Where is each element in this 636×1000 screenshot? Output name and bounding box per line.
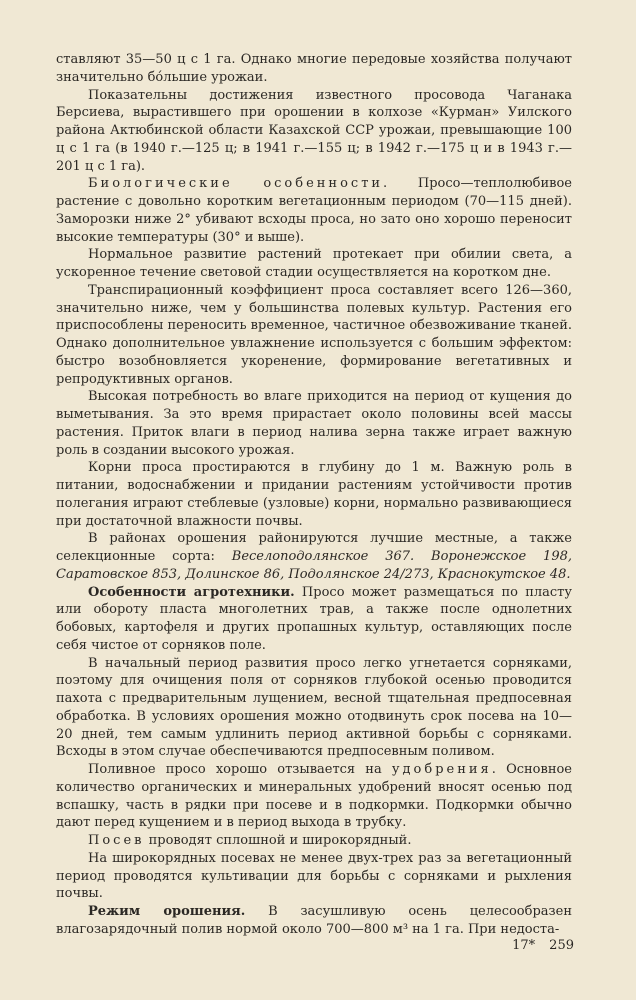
section-heading-irrigation: Режим орошения. (88, 904, 246, 919)
paragraph-weeds: В начальный период развития просо легко угнетается сорняками, поэтому для очищения поля от сорняков глубокой осенью проводится пахота с предварительным лущением, весной тщательная предпосевная обработка. В условиях орошения можно отодвинуть срок посева на 10—20 дней, тем самым удлинить период активной борьбы с сорняками. Всходы в этом случае обеспечиваются предпосевным поливом. (56, 655, 572, 760)
variety-list: Веселоподолянское 367. Воронежское 198, Саратовское 853, Долинское 86, Подолянское 24/273, Краснокутское 48. (56, 549, 572, 582)
paragraph-cultivation: На широкорядных посевах не менее двух-трех раз за вегетационный период проводятся культивации для борьбы с сорняками и рыхления почвы. (56, 850, 572, 902)
term-fertilizers: удобрения (391, 762, 492, 777)
signature-mark: 17* (512, 938, 536, 953)
paragraph-transpiration: Транспирационный коэффициент проса составляет всего 126—360, значительно ниже, чем у большинства полевых культур. Растения его приспособлены переносить временное, частичное обезвоживание тканей. Однако дополнительное увлажнение используется с большим эффектом: быстро возобновляется укоренение, формирование вегетативных и репродуктивных органов. (56, 282, 572, 387)
paragraph-biology: Биологические особенности. Просо—теплолюбивое растение с довольно коротким вегетационным периодом (70—115 дней). Заморозки ниже 2° убивают всходы проса, но зато оно хорошо переносит высокие температуры (30° и выше). (56, 176, 572, 245)
term-sowing: Посев (88, 833, 145, 848)
section-heading-agrotechnics: Особенности агротехники. (88, 584, 295, 600)
paragraph-fertilizers: Поливное просо хорошо отзывается на удобрения. Основное количество органических и минеральных удобрений вносят осенью под вспашку, часть в рядки при посеве и в подкормки. Подкормки обычно дают перед кущением и в период выхода в трубку. (56, 762, 573, 831)
paragraph-moisture-need: Высокая потребность во влаге приходится на период от кущения до выметывания. За это время прирастает около половины всей массы растения. Приток влаги в период налива зерна также играет важную роль в создании высокого урожая. (56, 389, 572, 458)
section-heading-biology: Биологические особенности. (88, 176, 391, 192)
paragraph-light: Нормальное развитие растений протекает при обилии света, а ускоренное течение световой стадии осуществляется на коротком дне. (56, 247, 572, 280)
paragraph-sowing: Посев проводят сплошной и широкорядный. (88, 833, 412, 848)
paragraph-irrigation: Режим орошения. В засушливую осень целесообразен влагозарядочный полив нормой около 700—800 м³ на 1 га. При недоста- (56, 904, 572, 937)
body-text (56, 51, 572, 939)
paragraph-yield-continuation: ставляют 35—50 ц с 1 га. Однако многие передовые хозяйства получают значительно бо́льшие урожаи. (56, 52, 572, 85)
page-number: 259 (549, 938, 574, 953)
paragraph-roots: Корни проса простираются в глубину до 1 м. Важную роль в питании, водоснабжении и придании растениям устойчивости против полегания играют стеблевые (узловые) корни, нормально развивающиеся при достаточной влажности почвы. (56, 460, 572, 529)
paragraph-bersiev-record: Показательны достижения известного просовода Чаганака Берсиева, выраcтившего при орошении в колхозе «Курман» Уилского района Актюбинской области Казахской ССР урожаи, превышающие 100 ц с 1 га (в 1940 г.—125 ц; в 1941 г.—155 ц; в 1942 г.—175 ц и в 1943 г.—201 ц с 1 га). (56, 87, 572, 174)
paragraph-agrotechnics: Особенности агротехники. Просо может размещаться по пласту или обороту пласта многолетних трав, а также после однолетних бобовых, картофеля и других пропашных культур, оставляющих после себя чистое от сорняков поле. (56, 584, 572, 653)
page-footer (512, 938, 574, 953)
paragraph-varieties: В районах орошения районируются лучшие местные, а также селекционные сорта: Веселоподолянское 367. Воронежское 198, Саратовское 853, Долинское 86, Подолянское 24/273, Краснокутское 48. (56, 531, 572, 582)
